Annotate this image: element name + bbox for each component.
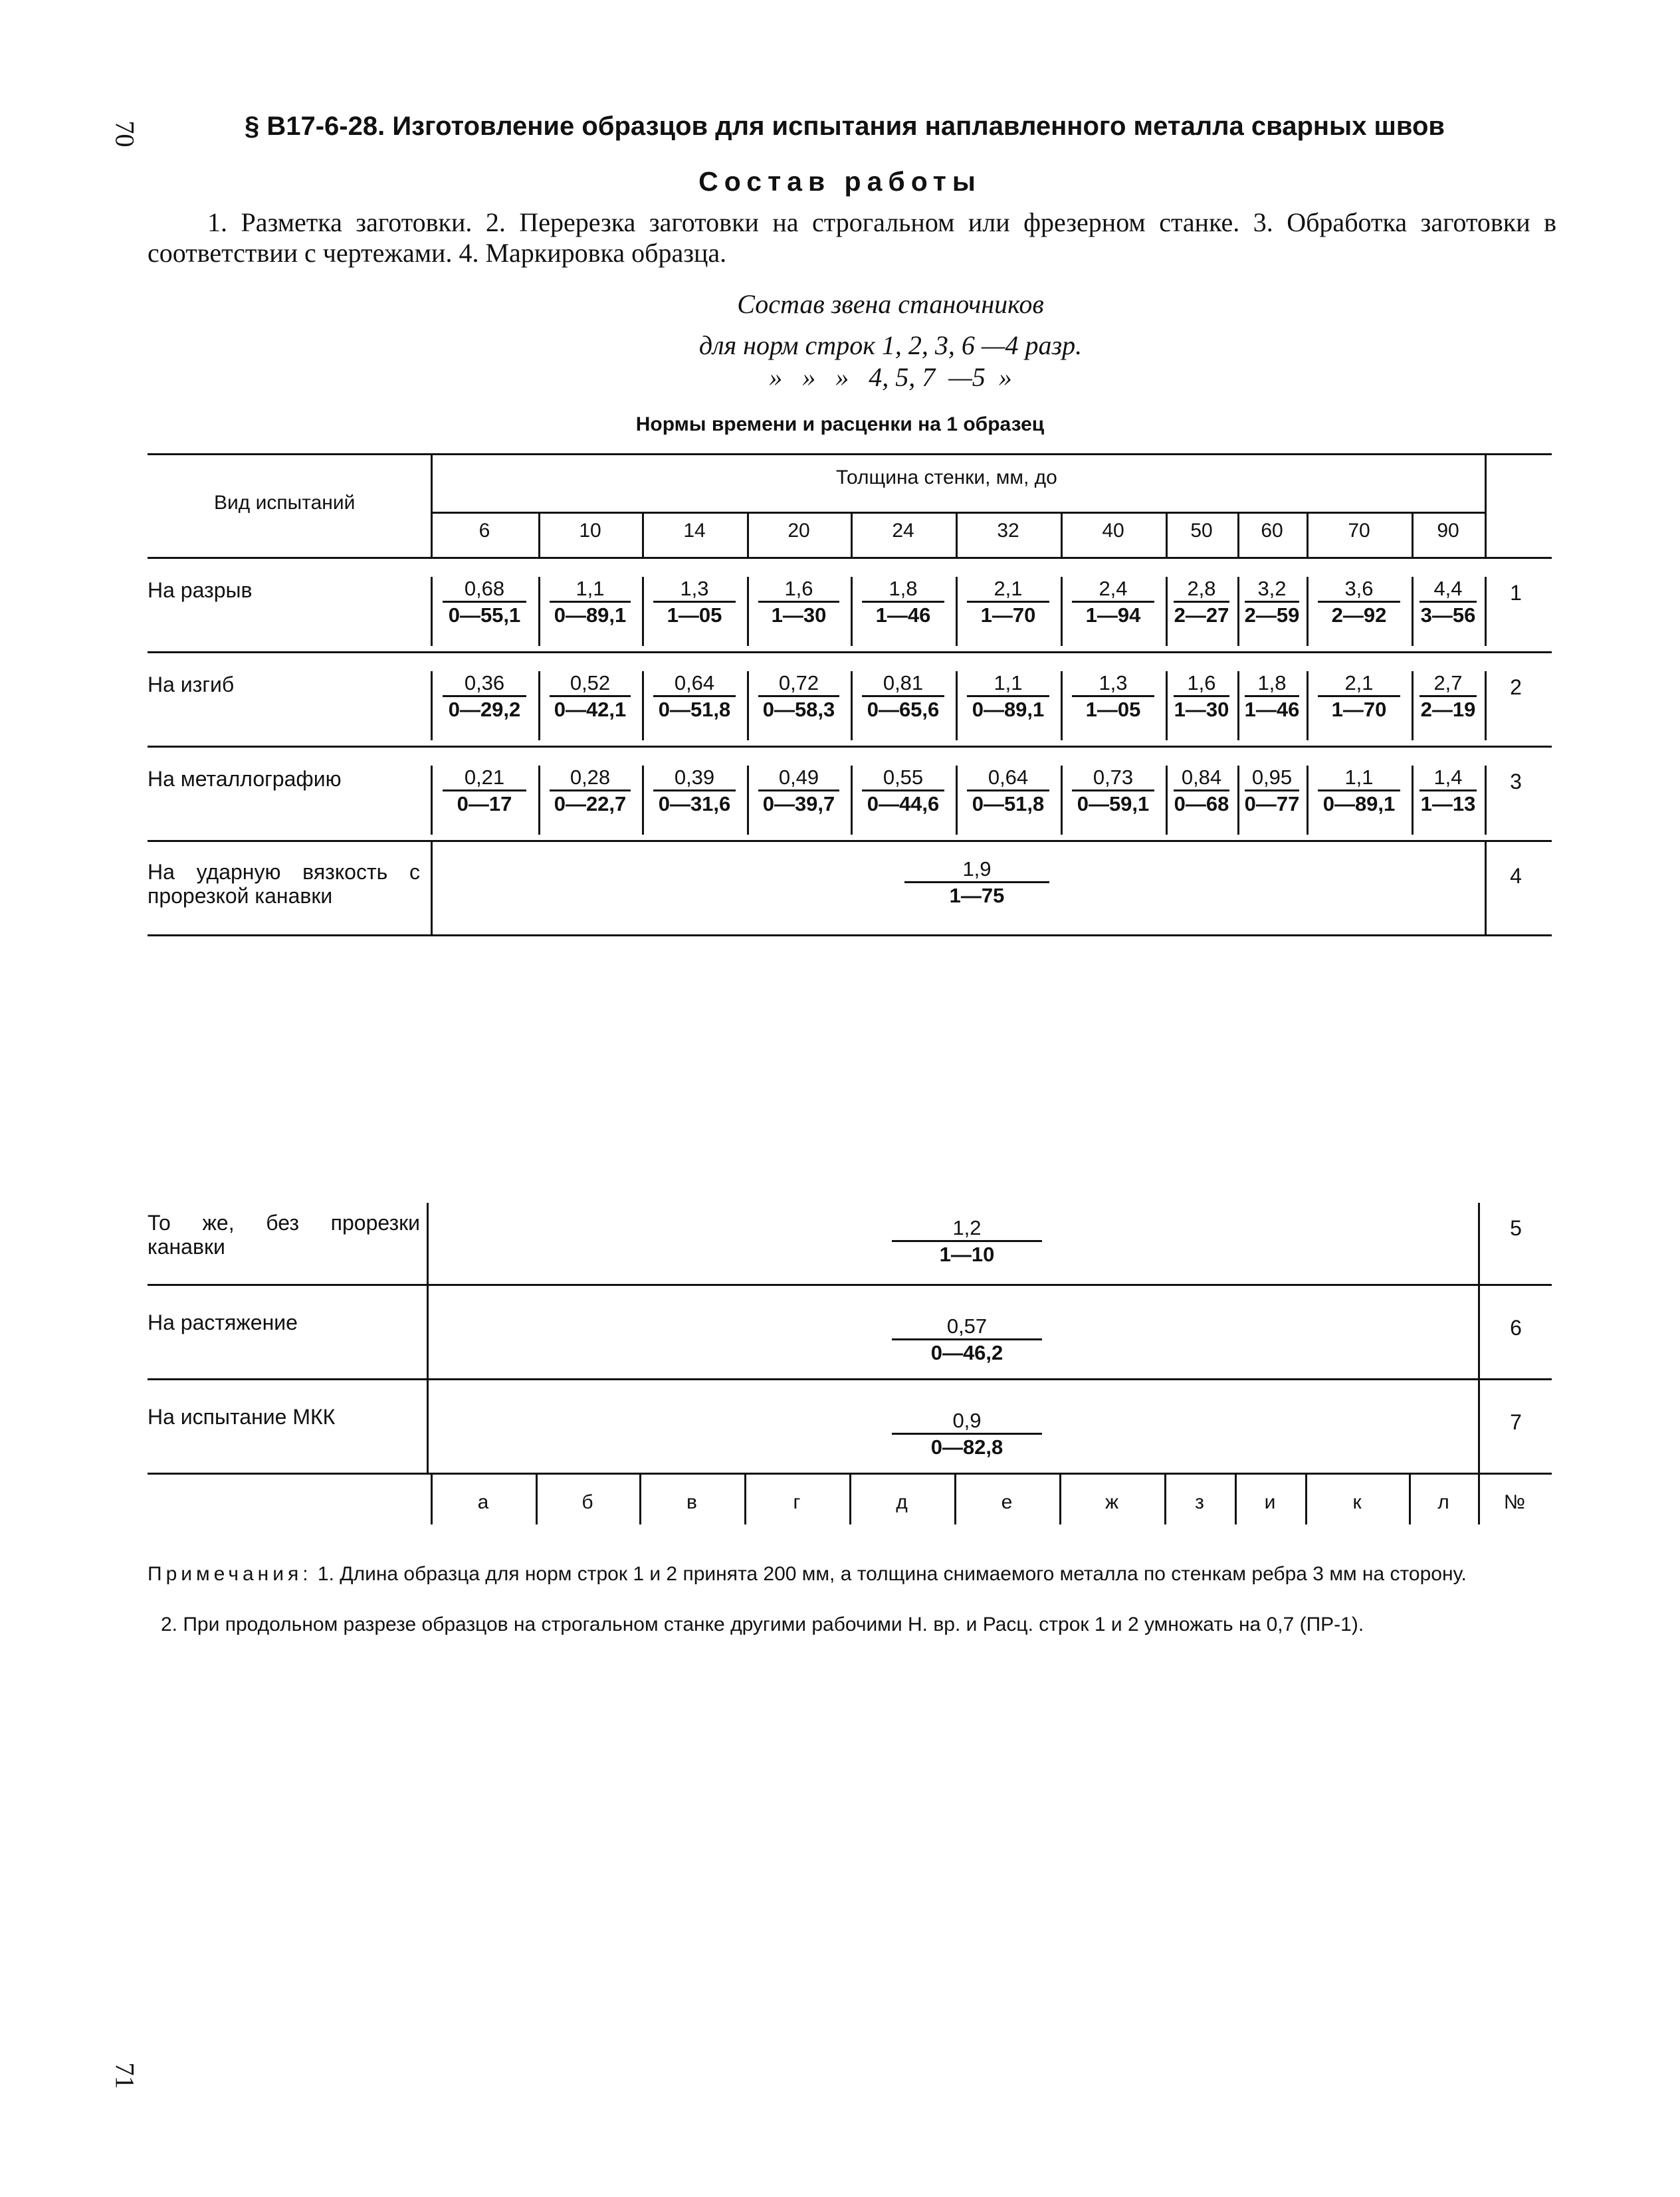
- norm-cell: [431, 577, 538, 628]
- norm-time-value: 1,3: [680, 577, 709, 600]
- crew-line-1: для норм строк 1, 2, 3, 6 —4 разр.: [698, 330, 1083, 360]
- rate-value: 1—10: [939, 1243, 995, 1266]
- norm-time-value: 3,6: [1344, 577, 1374, 600]
- norm-time-value: 0,84: [1181, 766, 1222, 789]
- row-number: 3: [1510, 770, 1522, 793]
- norm-cell: [851, 577, 956, 628]
- table-column-rule: [1485, 577, 1487, 646]
- thickness-header-10: 10: [579, 520, 601, 542]
- column-letter-л: л: [1437, 1491, 1449, 1513]
- thickness-header-70: 70: [1348, 520, 1370, 542]
- row-rule: [148, 651, 1552, 653]
- norm-cell: [851, 766, 956, 817]
- rate-value: 1—75: [949, 884, 1005, 907]
- rate-value: 1—94: [1085, 603, 1141, 627]
- column-letter-ж: ж: [1104, 1491, 1119, 1513]
- norm-time-value: 0,57: [946, 1314, 988, 1338]
- norm-cell: [747, 671, 851, 722]
- note-1-text: 1. Длина образца для норм строк 1 и 2 принята 200 мм, а толщина снимаемого металла по стенкам ребра 3 мм на сторону.: [317, 1563, 1467, 1585]
- column-letter-к: к: [1352, 1491, 1362, 1513]
- rate-value: 0—58,3: [762, 698, 835, 721]
- norm-time-value: 3,2: [1257, 577, 1287, 600]
- norm-cell: [747, 766, 851, 817]
- rate-value: 0—51,8: [972, 792, 1045, 815]
- row-label: На разрыв: [148, 578, 253, 602]
- row-rule: [148, 746, 1552, 748]
- crew-heading: Состав звена станочников: [737, 289, 1044, 319]
- section-title: § В17-6-28. Изготовление образцов для испытания наплавленного металла сварных швов: [245, 112, 1445, 141]
- column-letter-з: з: [1195, 1491, 1204, 1513]
- norm-cell: [1412, 671, 1485, 722]
- norm-time-value: 2,1: [994, 577, 1023, 600]
- rate-value: 0—42,1: [554, 698, 627, 721]
- header-mid-rule: [431, 512, 1485, 514]
- thickness-header-20: 20: [788, 520, 810, 542]
- norm-time-value: 1,4: [1433, 766, 1463, 789]
- norm-time-value: 0,49: [778, 766, 819, 789]
- column-letter-а: а: [477, 1491, 489, 1513]
- rate-value: 0—82,8: [930, 1435, 1003, 1459]
- table-column-rule: [1478, 1284, 1480, 1378]
- thickness-header-14: 14: [683, 520, 706, 542]
- norm-cell: [1412, 766, 1485, 817]
- row-rule: [148, 1378, 1552, 1380]
- thickness-header-24: 24: [892, 520, 914, 542]
- thickness-header-50: 50: [1190, 520, 1213, 542]
- row-label: На испытание МКК: [148, 1405, 336, 1429]
- row-rule: [148, 1284, 1552, 1286]
- page-number-bottom: 71: [110, 2062, 140, 2089]
- crew-line-2: » » » 4, 5, 7 —5 »: [769, 362, 1012, 392]
- rate-value: 0—65,6: [867, 698, 940, 721]
- norm-time-value: 1,6: [1187, 671, 1216, 694]
- rate-value: 1—70: [980, 603, 1036, 627]
- rate-value: 0—51,8: [658, 698, 731, 721]
- rate-value: 0—89,1: [972, 698, 1045, 721]
- page-number-top: 70: [110, 120, 140, 148]
- norm-time-value: 1,8: [1257, 671, 1287, 694]
- column-header-test-type: Вид испытаний: [214, 492, 356, 514]
- rate-value: 0—77: [1244, 792, 1300, 815]
- norm-time-value: 1,3: [1099, 671, 1128, 694]
- norm-cell: [851, 671, 956, 722]
- row-number-header: №: [1503, 1491, 1526, 1513]
- rate-value: 1—30: [1174, 698, 1229, 721]
- row-label: На ударную вязкость с прорезкой канавки: [148, 860, 420, 908]
- norm-time-value: 1,1: [1344, 766, 1374, 789]
- norm-cell: [1061, 577, 1166, 628]
- thickness-header-32: 32: [997, 520, 1019, 542]
- thickness-header-40: 40: [1102, 520, 1124, 542]
- row-rule: [148, 840, 1552, 842]
- rate-value: 0—39,7: [762, 792, 835, 815]
- rate-value: 2—92: [1331, 603, 1387, 627]
- norm-time-value: 2,7: [1433, 671, 1463, 694]
- norm-cell: [1307, 766, 1412, 817]
- work-composition-heading: Состав работы: [698, 166, 982, 197]
- thickness-header-60: 60: [1261, 520, 1283, 542]
- norm-cell: [956, 577, 1061, 628]
- note-1: [148, 1563, 1556, 1586]
- norm-time-value: 0,55: [883, 766, 924, 789]
- rate-value: 1—13: [1420, 792, 1476, 815]
- rate-value: 2—59: [1244, 603, 1300, 627]
- norm-time-value: 4,4: [1433, 577, 1463, 600]
- norm-cell: [538, 577, 642, 628]
- norm-time-value: 1,6: [784, 577, 813, 600]
- norm-cell: [1166, 766, 1237, 817]
- rate-value: 1—05: [667, 603, 722, 627]
- norm-time-value: 2,1: [1344, 671, 1374, 694]
- rate-value: 0—89,1: [554, 603, 627, 627]
- table-column-rule: [427, 1378, 429, 1473]
- norm-time-value: 1,1: [576, 577, 605, 600]
- row-number: 7: [1510, 1410, 1522, 1434]
- column-letter-г: г: [793, 1491, 801, 1513]
- header-bottom-rule: [148, 557, 1552, 559]
- table-column-rule: [1478, 1203, 1480, 1284]
- norm-cell: [747, 577, 851, 628]
- rate-value: 2—19: [1420, 698, 1476, 721]
- norm-cell: [1237, 766, 1307, 817]
- norm-cell: [1166, 577, 1237, 628]
- rate-value: 0—17: [457, 792, 512, 815]
- table-column-rule: [1478, 1378, 1480, 1473]
- column-letter-в: в: [686, 1491, 697, 1513]
- rate-value: 1—46: [1244, 698, 1300, 721]
- table-top-rule: [148, 453, 1552, 455]
- norm-time-value: 2,4: [1099, 577, 1128, 600]
- norm-cell: [538, 671, 642, 722]
- column-letter-д: д: [896, 1491, 908, 1513]
- thickness-header-6: 6: [478, 520, 490, 542]
- norm-cell: [1166, 671, 1237, 722]
- note-2: 2. При продольном разрезе образцов на строгальном станке другими рабочими Н. вр. и Расц. строк 1 и 2 умножать на 0,7 (ПР-1).: [161, 1614, 1364, 1635]
- table-caption: Нормы времени и расценки на 1 образец: [635, 413, 1045, 435]
- norm-time-value: 2,8: [1187, 577, 1216, 600]
- rate-value: 1—46: [875, 603, 931, 627]
- rate-value: 3—56: [1420, 603, 1476, 627]
- row-number: 1: [1510, 581, 1522, 605]
- rate-value: 0—31,6: [658, 792, 731, 815]
- norm-cell: [956, 671, 1061, 722]
- row-label: На изгиб: [148, 673, 235, 696]
- table-part-bottom-rule: [148, 934, 1552, 936]
- rate-value: 0—55,1: [448, 603, 521, 627]
- norm-time-value: 0,52: [570, 671, 611, 694]
- norm-cell: [431, 766, 538, 817]
- norm-time-value: 0,36: [464, 671, 505, 694]
- norm-time-value: 0,39: [674, 766, 715, 789]
- table-column-rule: [1485, 840, 1487, 934]
- norm-time-value: 0,81: [883, 671, 924, 694]
- norm-cell: [1307, 671, 1412, 722]
- thickness-header-90: 90: [1437, 520, 1459, 542]
- norm-cell: [431, 671, 538, 722]
- norm-cell: [1061, 671, 1166, 722]
- merged-norm-cell: [884, 857, 1070, 908]
- rate-value: 1—05: [1085, 698, 1141, 721]
- norm-time-value: 0,73: [1093, 766, 1134, 789]
- table-column-rule: [1485, 671, 1487, 740]
- rate-value: 0—22,7: [554, 792, 627, 815]
- row-number: 2: [1510, 675, 1522, 699]
- norm-time-value: 0,9: [952, 1409, 982, 1432]
- notes-label: Примечания:: [148, 1563, 312, 1585]
- table-column-rule: [427, 1284, 429, 1378]
- column-letter-и: и: [1264, 1491, 1276, 1513]
- rate-value: 0—89,1: [1322, 792, 1396, 815]
- column-letter-б: б: [581, 1491, 593, 1513]
- norm-cell: [1237, 671, 1307, 722]
- norm-time-value: 1,2: [952, 1216, 982, 1239]
- rate-value: 0—68: [1174, 792, 1229, 815]
- norm-cell: [1237, 577, 1307, 628]
- norm-cell: [538, 766, 642, 817]
- norm-cell: [1412, 577, 1485, 628]
- merged-norm-cell: [871, 1216, 1063, 1267]
- norm-cell: [642, 671, 747, 722]
- rate-value: 0—29,2: [448, 698, 521, 721]
- rate-value: 0—46,2: [930, 1341, 1003, 1364]
- norm-cell: [642, 766, 747, 817]
- norm-cell: [956, 766, 1061, 817]
- table-column-rule: [1485, 453, 1487, 557]
- table-column-rule: [1485, 766, 1487, 835]
- rate-value: 0—59,1: [1077, 792, 1150, 815]
- work-composition-text: 1. Разметка заготовки. 2. Перерезка заготовки на строгальном или фрезерном станке. 3. Обработка заготовки в соответствии с чертежами. 4. Маркировка образца.: [148, 207, 1556, 268]
- norm-time-value: 0,95: [1251, 766, 1293, 789]
- row-number: 6: [1510, 1316, 1522, 1340]
- rate-value: 1—70: [1331, 698, 1387, 721]
- table-column-rule: [431, 840, 433, 934]
- norm-cell: [642, 577, 747, 628]
- row-number: 5: [1510, 1216, 1522, 1240]
- merged-norm-cell: [871, 1314, 1063, 1366]
- norm-cell: [1061, 766, 1166, 817]
- table-column-rule: [427, 1203, 429, 1284]
- norm-time-value: 0,64: [988, 766, 1029, 789]
- column-group-header-thickness: Толщина стенки, мм, до: [836, 467, 1057, 488]
- norm-time-value: 0,68: [464, 577, 505, 600]
- merged-norm-cell: [871, 1409, 1063, 1460]
- row-label: На растяжение: [148, 1310, 298, 1334]
- norm-time-value: 0,72: [778, 671, 819, 694]
- row-number: 4: [1510, 864, 1522, 888]
- row-label: На металлографию: [148, 767, 342, 791]
- norm-cell: [1307, 577, 1412, 628]
- norm-time-value: 1,9: [962, 857, 992, 881]
- norm-time-value: 1,1: [994, 671, 1023, 694]
- norm-time-value: 0,28: [570, 766, 611, 789]
- norm-time-value: 0,21: [464, 766, 505, 789]
- rate-value: 1—30: [771, 603, 827, 627]
- rate-value: 2—27: [1174, 603, 1229, 627]
- column-letter-е: е: [1001, 1491, 1013, 1513]
- row-label: То же, без прорезки канавки: [148, 1211, 420, 1259]
- rate-value: 0—44,6: [867, 792, 940, 815]
- norm-time-value: 1,8: [889, 577, 918, 600]
- norm-time-value: 0,64: [674, 671, 715, 694]
